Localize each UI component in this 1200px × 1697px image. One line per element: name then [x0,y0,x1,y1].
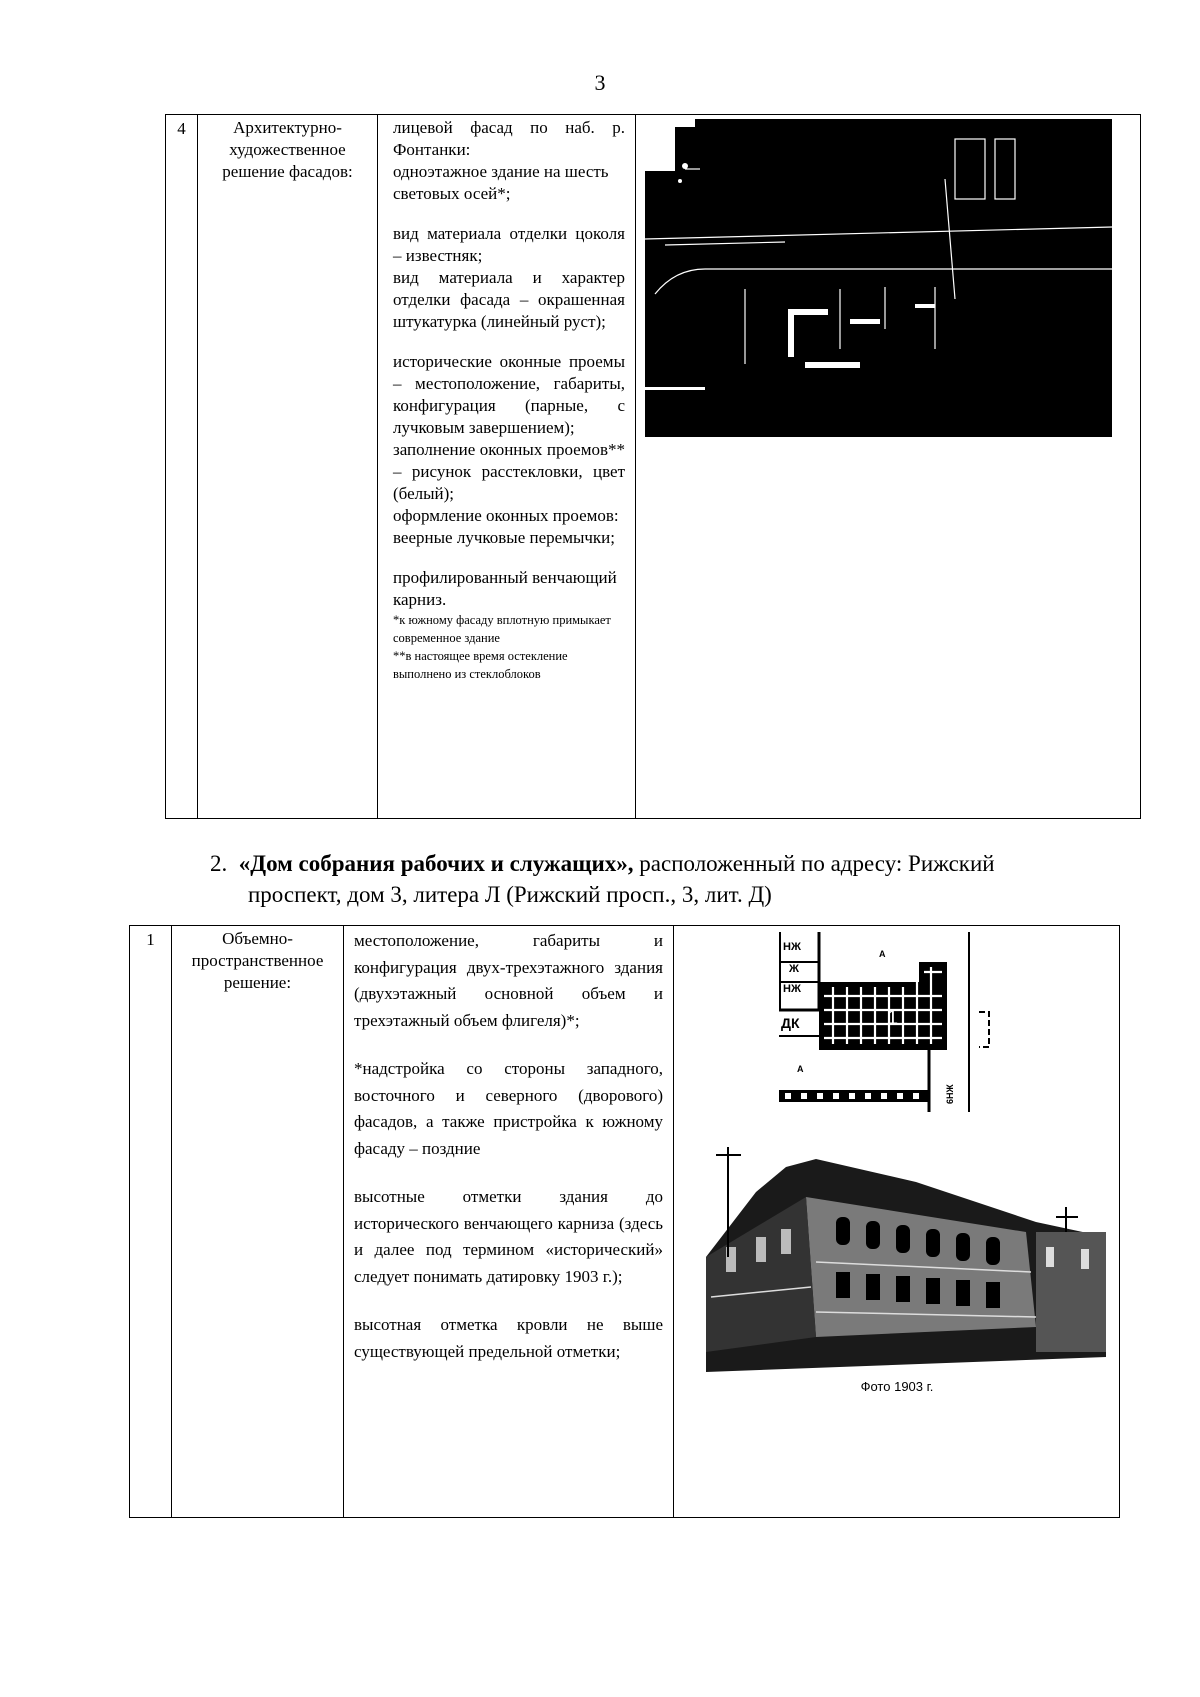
address-line: проспект, дом 3, литера Л (Рижский просп., 3, лит. Д) [248,882,772,907]
facade-photo [645,119,1112,437]
element-name-line: решение: [223,973,292,992]
element-name-line: решение фасадов: [222,162,353,181]
row-number-cell [130,926,172,1518]
illustration-cell [674,926,1120,1518]
section-number: 2. [210,851,228,876]
monument-table-1 [165,114,1141,819]
element-name-cell [172,926,344,1518]
element-name-line: художественное [229,140,346,159]
footnote: *к южному фасаду вплотную примыкает современное здание [393,613,611,645]
description-paragraph: одноэтажное здание на шесть световых осей*; [393,162,609,203]
map-label: А [879,949,886,959]
description-paragraph: вид материала и характер отделки фасада – окрашенная штукатурка (линейный руст); [393,268,625,331]
element-name-line: пространственное [191,951,324,970]
page-number: 3 [594,70,606,95]
site-plan-map [779,932,1009,1112]
description-paragraph: профилированный венчающий карниз. [393,568,617,609]
building-name: «Дом собрания рабочих и служащих», [238,851,634,876]
photo-cell [636,115,1141,819]
description-cell [344,926,674,1518]
map-label: ДК [781,1015,800,1031]
row-number-cell [166,115,198,819]
description-paragraph: *надстройка со стороны западного, восточного и северного (дворового) фасадов, а также пристройка к южному фасаду – поздние [354,1059,663,1158]
description-paragraph: местоположение, габариты и конфигурация двух-трехэтажного здания (двухэтажный основной объем и трехэтажный объем флигеля)*; [354,931,663,1030]
footnote: **в настоящее время остекление выполнено из стеклоблоков [393,649,568,681]
element-name-cell [198,115,378,819]
map-label: 6НЖ [945,1084,955,1104]
element-name-line: Архитектурно- [233,118,342,137]
map-label: 1 [887,1007,899,1029]
map-label: Ж [789,963,799,975]
section-heading [210,848,1122,910]
map-label: НЖ [783,941,801,953]
photo-caption: Фото 1903 г. [860,1379,934,1394]
row-number: 1 [146,930,155,949]
description-paragraph: оформление оконных проемов: [393,506,619,525]
description-paragraph: вид материала отделки цоколя – известняк; [393,224,625,265]
description-cell [378,115,636,819]
description-paragraph: исторические оконные проемы – местоположение, габариты, конфигурация (парные, с лучковым завершением); [393,352,625,437]
description-paragraph: веерные лучковые перемычки; [393,528,616,547]
description-paragraph: заполнение оконных проемов** – рисунок расстекловки, цвет (белый); [393,440,625,503]
description-paragraph: лицевой фасад по наб. р. Фонтанки: [393,118,625,159]
description-paragraph: высотная отметка кровли не выше существующей предельной отметки; [354,1315,663,1361]
table-row [166,115,1141,819]
monument-table-2 [129,925,1120,1518]
table-row [130,926,1120,1518]
map-label: А [797,1064,804,1074]
address-text: расположенный по адресу: Рижский [639,851,995,876]
element-name-line: Объемно- [222,929,293,948]
historical-photo [686,1137,1106,1372]
description-paragraph: высотные отметки здания до исторического венчающего карниза (здесь и далее под термином «исторический» следует понимать датировку 1903 г.); [354,1187,663,1286]
row-number: 4 [177,119,186,138]
map-label: НЖ [783,983,801,995]
